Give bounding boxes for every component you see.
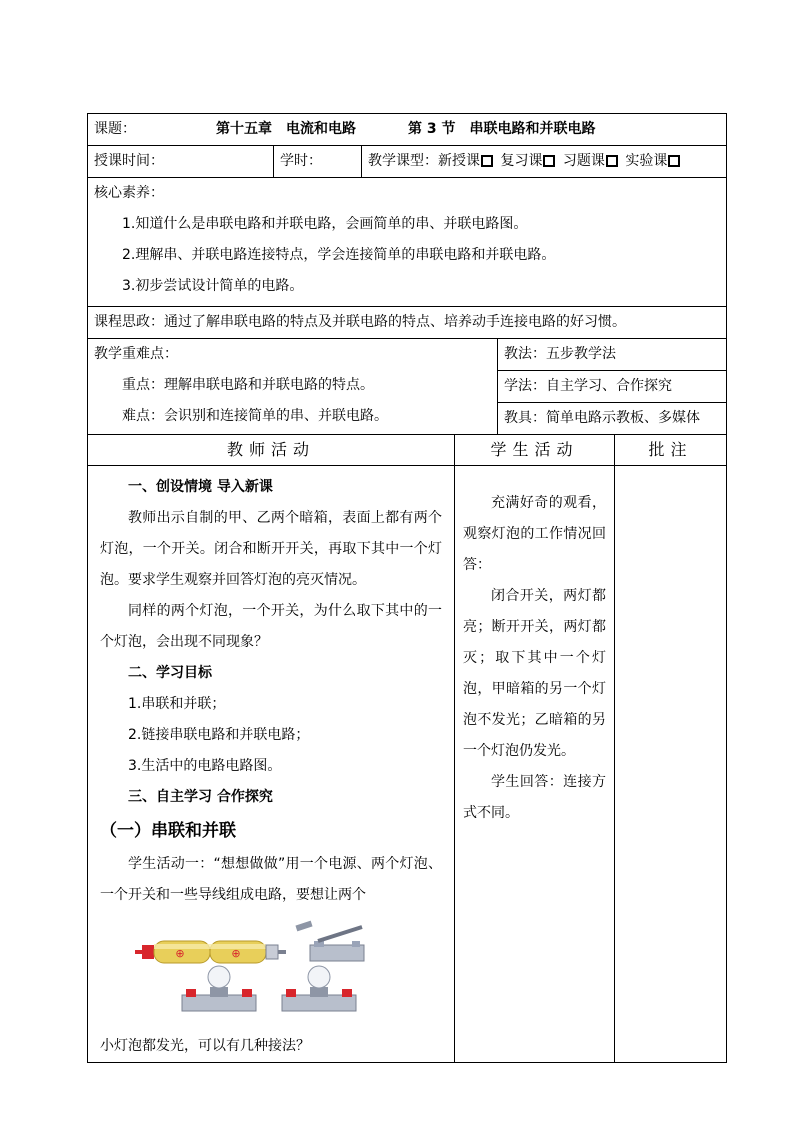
type-review: 复习课	[500, 153, 543, 169]
teacher-col-title: 教师活动	[226, 440, 315, 459]
goal-item: 2.链接串联电路和并联电路；	[128, 727, 310, 743]
time-cell	[88, 146, 274, 178]
lesson-plan	[87, 113, 726, 1063]
notes-cell	[615, 466, 727, 1063]
hours-cell	[274, 146, 362, 178]
student-paragraph: 闭合开关，两灯都亮；断开开关，两灯都灭；取下其中一个灯泡，甲暗箱的另一个灯泡不发光；乙暗箱的另一个灯泡仍发光。	[463, 588, 606, 759]
literacy-item: 1.知道什么是串联电路和并联电路，会画简单的串、并联电路图。	[122, 216, 528, 232]
goal-item: 3.生活中的电路电路图。	[128, 758, 282, 774]
teacher-col-header	[88, 435, 455, 466]
paragraph: 学生活动一：“想想做做”用一个电源、两个灯泡、一个开关和一些导线组成电路，要想让两个	[100, 856, 442, 903]
literacy-cell	[88, 178, 727, 307]
learn-method-cell	[498, 371, 727, 403]
type-cell	[362, 146, 727, 178]
heading-goals: 二、学习目标	[128, 665, 212, 681]
circuit-components-svg	[100, 911, 440, 1031]
ideology-text: 课程思政：通过了解串联电路的特点及并联电路的特点、培养动手连接电路的好习惯。	[94, 314, 626, 330]
key-points-cell	[88, 339, 498, 435]
student-activity-cell	[455, 466, 615, 1063]
type-lab: 实验课	[625, 153, 668, 169]
aids-cell	[498, 403, 727, 435]
knife-switch-icon	[295, 921, 364, 961]
battery-pack-icon	[135, 941, 286, 963]
checkbox-exercise[interactable]	[606, 155, 618, 167]
chapter-title: 第十五章 电流和电路	[216, 121, 356, 137]
heading-intro: 一、创设情境 导入新课	[128, 479, 273, 495]
literacy-item: 2.理解串、并联电路连接特点，学会连接简单的串联电路和并联电路。	[122, 247, 556, 263]
paragraph: 教师出示自制的甲、乙两个暗箱，表面上都有两个灯泡，一个开关。闭合和断开开关，再取下其中一个灯泡。要求学生观察并回答灯泡的亮灭情况。	[100, 510, 442, 588]
topic-label: 课题：	[94, 121, 136, 137]
subheading-series-parallel: （一）串联和并联	[100, 821, 236, 841]
goal-item: 1.串联和并联；	[128, 696, 226, 712]
literacy-item: 3.初步尝试设计简单的电路。	[122, 278, 304, 294]
key-points-title: 教学重难点：	[94, 346, 178, 362]
paragraph: 同样的两个灯泡，一个开关，为什么取下其中的一个灯泡，会出现不同现象？	[100, 603, 442, 650]
difficulty-text: 难点：会识别和连接简单的串、并联电路。	[122, 408, 388, 424]
teaching-aids: 教具：简单电路示教板、多媒体	[504, 410, 700, 426]
notes-col-title: 批注	[648, 440, 693, 459]
ideology-cell	[88, 307, 727, 339]
paragraph-end: 小灯泡都发光，可以有几种接法？	[100, 1038, 310, 1054]
student-col-header	[455, 435, 615, 466]
literacy-title: 核心素养：	[94, 185, 164, 201]
teach-method: 教法：五步教学法	[504, 346, 616, 362]
checkbox-new[interactable]	[481, 155, 493, 167]
teach-method-cell	[498, 339, 727, 371]
student-col-title: 学生活动	[490, 440, 579, 459]
circuit-components-illustration	[100, 911, 442, 1031]
learn-method: 学法：自主学习、合作探究	[504, 378, 672, 394]
student-paragraph: 充满好奇的观看，观察灯泡的工作情况回答：	[463, 495, 606, 573]
hours-label: 学时：	[280, 153, 322, 169]
teacher-activity-cell	[88, 466, 455, 1063]
section-title: 第 3 节 串联电路和并联电路	[408, 121, 596, 137]
lesson-table	[87, 113, 727, 1063]
type-label: 教学课型：	[368, 153, 438, 169]
time-label: 授课时间：	[94, 153, 164, 169]
type-new: 新授课	[438, 153, 480, 169]
battery-mark: ⊕	[231, 947, 241, 960]
type-exercise: 习题课	[562, 153, 605, 169]
focus-text: 重点：理解串联电路和并联电路的特点。	[122, 377, 374, 393]
topic-row	[88, 114, 727, 146]
notes-col-header	[615, 435, 727, 466]
light-bulb-icon	[182, 966, 256, 1011]
student-paragraph: 学生回答：连接方式不同。	[463, 774, 606, 821]
checkbox-lab[interactable]	[668, 155, 680, 167]
light-bulb-icon	[282, 966, 356, 1011]
heading-explore: 三、自主学习 合作探究	[128, 789, 273, 805]
checkbox-review[interactable]	[543, 155, 555, 167]
battery-mark: ⊕	[175, 947, 185, 960]
